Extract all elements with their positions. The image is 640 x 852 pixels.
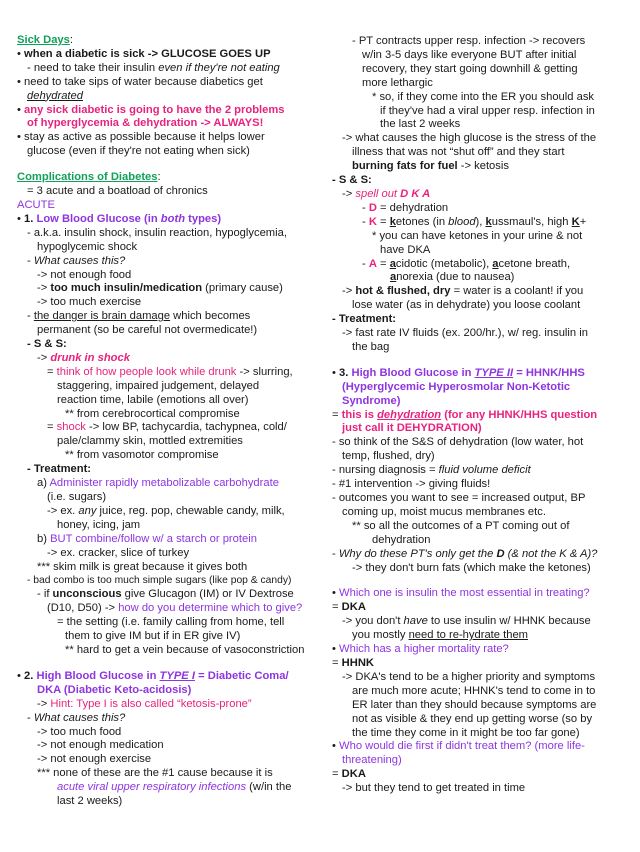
note-text: - S & S: [332, 174, 372, 187]
note-text: -> but they tend to get treated in time [342, 782, 526, 795]
note-line [17, 213, 317, 227]
note-line [17, 781, 317, 795]
note-line [332, 118, 627, 132]
note-line [17, 616, 317, 630]
note-text: - a.k.a. insulin shock, insulin reaction, hypoglycemia, [27, 226, 287, 239]
note-line [17, 712, 317, 726]
note-text: the last 2 weeks [380, 118, 461, 131]
note-line [332, 202, 627, 216]
note-text: = [376, 257, 390, 270]
note-line [17, 296, 317, 310]
note-text: ), [475, 215, 486, 228]
note-text: 2. [24, 669, 37, 682]
note-text: *** none of these are the #1 cause because it is [37, 767, 273, 780]
note-line [17, 90, 317, 104]
note-text: a) [37, 477, 50, 490]
note-line [17, 380, 317, 394]
note-line [332, 520, 627, 534]
right-column [332, 35, 627, 796]
note-text: - outcomes you want to see = increased output, BP [332, 492, 586, 504]
note-text: cetone breath, [498, 257, 571, 270]
note-text: = [332, 408, 342, 421]
note-text: = 3 acute and a boatload of chronics [27, 185, 208, 198]
note-line [17, 602, 317, 616]
note-line [332, 132, 627, 146]
note-line [332, 258, 627, 272]
note-text: - [332, 547, 339, 560]
note-text: too much insulin/medication [50, 282, 203, 295]
note-text: even if they're not eating [158, 61, 280, 74]
note-text: w/in 3-5 days like everyone BUT after initial [362, 48, 577, 61]
note-text: (D10, D50) -> [47, 602, 119, 615]
note-text: think of how people look while drunk [56, 365, 237, 378]
note-text: last 2 weeks) [57, 795, 123, 808]
note-text: • [332, 366, 340, 379]
note-line [332, 381, 627, 395]
note-text: - so think of the S&S of dehydration (low water, hot [332, 436, 584, 449]
note-text: recovery, they start going downhill & getting [362, 62, 578, 75]
note-text: -> slurring, [236, 365, 293, 378]
note-text: burning fats for fuel [352, 160, 458, 173]
note-line [332, 754, 627, 768]
note-line [17, 34, 317, 48]
note-text: juice, reg. pop, chewable candy, milk, [96, 504, 285, 517]
note-line [17, 519, 317, 533]
note-text: • [17, 103, 25, 116]
note-line [17, 547, 317, 561]
note-line [332, 548, 627, 562]
note-text: - [362, 215, 369, 228]
note-line [332, 629, 627, 643]
note-text: • [332, 587, 340, 600]
section-spacer [17, 159, 317, 171]
note-text: TYPE II [474, 366, 514, 379]
note-text: dehydration [377, 408, 442, 421]
note-text: A [368, 257, 377, 270]
note-text: hypoglycemic shock [37, 240, 138, 253]
note-line [332, 740, 627, 754]
note-text: lose water (as in dehydrate) you loose coolant [352, 299, 581, 312]
note-text: k [389, 215, 396, 228]
note-text: hot & flushed, dry [355, 285, 451, 298]
note-text: (for any HHNK/HHS question [441, 408, 598, 421]
note-line [332, 409, 627, 423]
note-line [17, 282, 317, 296]
note-text: • [332, 643, 340, 656]
note-text: -> low BP, tachycardia, tachypnea, cold/ [85, 421, 287, 434]
note-text: Low Blood Glucose (in [36, 212, 161, 225]
note-text: 1. [24, 212, 37, 225]
note-line [332, 601, 627, 615]
note-text: - [362, 257, 369, 270]
note-text: -> not enough medication [37, 739, 164, 752]
note-text: a [390, 271, 397, 284]
note-line [17, 352, 317, 366]
note-text: • need to take sips of water because diabetics get [17, 75, 263, 88]
note-text: dehydration [372, 533, 431, 546]
note-line [17, 338, 317, 352]
note-line [332, 77, 627, 91]
note-text: TYPE I [159, 669, 195, 682]
note-text: pale/clammy skin, mottled extremities [57, 435, 243, 448]
note-text: ** hard to get a vein because of vasoconstriction [65, 643, 305, 656]
note-line [332, 174, 627, 188]
section-spacer [332, 575, 627, 587]
note-line [17, 533, 317, 547]
note-text: • [17, 47, 25, 60]
note-text: D [368, 201, 377, 214]
note-text: HHNK [341, 656, 374, 669]
note-text: which becomes [170, 310, 251, 323]
note-text: glucose (even if they're not eating when sick) [27, 145, 250, 158]
note-text: the time they come in it might be too far gone) [352, 726, 580, 739]
note-text: (& not the K & A)? [504, 547, 598, 560]
note-text: -> [37, 351, 51, 364]
note-line [17, 104, 317, 118]
note-text: staggering, impaired judgement, delayed [57, 379, 260, 392]
note-line [332, 492, 627, 506]
note-line [17, 561, 317, 575]
note-text: them to give IM but if in ER give IV) [65, 630, 241, 643]
note-line [332, 285, 627, 299]
note-line [17, 767, 317, 781]
note-text: Why do these PT's only get the [338, 547, 497, 560]
note-line [332, 244, 627, 258]
note-line [332, 562, 627, 576]
note-text: -> fast rate IV fluids (ex. 200/hr.), w/ reg. insulin in [342, 327, 588, 340]
section-spacer [332, 355, 627, 367]
note-line [332, 436, 627, 450]
note-text: - #1 intervention -> giving fluids! [332, 478, 491, 491]
note-line [332, 160, 627, 174]
note-text: blood [448, 215, 476, 228]
note-line [17, 255, 317, 269]
note-text: -> too much food [37, 725, 122, 738]
note-text: What causes this? [33, 711, 126, 724]
note-line [17, 739, 317, 753]
note-text: (w/in the [246, 781, 292, 794]
note-text: BUT combine/follow w/ a starch or protein [50, 532, 257, 545]
note-text: more lethargic [362, 76, 433, 89]
note-text: are much more acute; HHNK's tend to come in to [352, 684, 596, 697]
note-text: Which one is insulin the most essential in treating? [339, 587, 590, 600]
note-text: honey, icing, jam [57, 518, 141, 531]
note-text: 3. [339, 366, 352, 379]
note-line [17, 199, 317, 213]
note-text: ussmaul's, high [491, 215, 572, 228]
note-text: D [496, 547, 505, 560]
note-text: • stay as active as possible because it helps lower [17, 131, 265, 144]
note-text: - need to take their insulin [27, 61, 159, 74]
note-line [332, 727, 627, 741]
note-line [17, 630, 317, 644]
note-text: k [485, 215, 492, 228]
note-text: Complications of Diabetes [17, 171, 158, 184]
note-line [332, 35, 627, 49]
note-text: = [332, 601, 342, 614]
note-line [332, 615, 627, 629]
note-line [332, 685, 627, 699]
note-text: - nursing diagnosis = [332, 464, 439, 477]
note-line [17, 505, 317, 519]
note-line [17, 684, 317, 698]
note-text: = dehydration [376, 201, 449, 214]
note-text: = HHNK/HHS [513, 366, 585, 379]
note-line [332, 464, 627, 478]
note-text: -> DKA's tend to be a higher priority and symptoms [342, 670, 596, 683]
note-text: Administer rapidly metabolizable carbohydrate [49, 477, 279, 490]
note-text: - [27, 310, 34, 323]
note-text: fluid volume deficit [438, 464, 531, 477]
note-text: = Diabetic Coma/ [194, 669, 289, 682]
note-line [332, 782, 627, 796]
note-line [17, 171, 317, 185]
note-line [332, 271, 627, 285]
note-text: coming up, moist mucus membranes etc. [342, 505, 546, 518]
note-text: if they've had a viral upper resp. infection in [380, 104, 595, 117]
note-line [332, 450, 627, 464]
note-text: (primary cause) [202, 282, 283, 295]
note-line [17, 185, 317, 199]
note-line [332, 422, 627, 436]
note-text: • [332, 740, 340, 753]
note-text: : [69, 34, 73, 46]
note-text: - [27, 711, 34, 724]
note-line [17, 76, 317, 90]
note-text: permanent (so be careful not overmedicate!) [37, 324, 258, 337]
note-line [332, 341, 627, 355]
note-line [17, 463, 317, 477]
note-text: -> ex. [47, 504, 79, 517]
note-line [332, 671, 627, 685]
note-line [332, 299, 627, 313]
note-line [332, 105, 627, 119]
note-text: the danger is brain damage [33, 310, 171, 323]
note-line [332, 657, 627, 671]
note-text: -> ex. cracker, slice of turkey [47, 546, 190, 559]
note-text: this is [341, 408, 378, 421]
note-text: DKA [341, 601, 366, 614]
note-text: K [571, 215, 580, 228]
note-text: High Blood Glucose in [351, 366, 475, 379]
note-text: What causes this? [33, 254, 126, 267]
note-line [17, 726, 317, 740]
note-line [17, 698, 317, 712]
note-text: acute viral upper respiratory infections [57, 781, 247, 794]
note-line [332, 478, 627, 492]
note-text: threatening) [342, 754, 402, 767]
note-text: -> ketosis [457, 160, 509, 173]
note-text: -> they don't burn fats (which make the ketones) [352, 561, 591, 574]
note-text: ER later than they should because symptoms are [352, 698, 597, 711]
note-text: b) [37, 532, 51, 545]
note-line [17, 48, 317, 62]
note-text: a [492, 257, 499, 270]
note-line [332, 49, 627, 63]
note-line [17, 394, 317, 408]
note-line [332, 230, 627, 244]
note-text: - [27, 254, 34, 267]
note-text: types) [185, 212, 222, 225]
section-spacer [17, 658, 317, 670]
note-line [17, 795, 317, 809]
note-line [332, 63, 627, 77]
note-line [332, 146, 627, 160]
note-text: Who would die first if didn't treat them? (more life- [339, 740, 585, 753]
note-line [332, 699, 627, 713]
note-line [332, 313, 627, 327]
note-line [332, 216, 627, 230]
note-line [332, 367, 627, 381]
note-text: - S & S: [27, 338, 67, 351]
note-text: a [389, 257, 396, 270]
note-text: = [332, 768, 342, 781]
left-column [17, 34, 317, 809]
note-line [17, 449, 317, 463]
note-text: -> what causes the high glucose is the stress of the [342, 132, 597, 145]
note-line [17, 753, 317, 767]
note-line [17, 408, 317, 422]
note-text: drunk in shock [50, 351, 130, 364]
note-text: the bag [352, 340, 390, 353]
note-text: = water is a coolant! if you [450, 285, 584, 298]
note-line [17, 324, 317, 338]
note-line [332, 587, 627, 601]
note-text: = [332, 656, 342, 669]
note-text: dehydrated [27, 89, 83, 102]
note-text: - if [37, 588, 53, 601]
note-text: any [78, 504, 97, 517]
note-line [17, 491, 317, 505]
note-text: need to re-hydrate them [408, 629, 528, 642]
note-text: have DKA [380, 243, 431, 256]
note-text: cidotic (metabolic), [395, 257, 493, 270]
note-text: + [579, 215, 587, 228]
note-text: -> not enough exercise [37, 753, 152, 766]
note-text: - PT contracts upper resp. infection -> recovers [352, 35, 586, 47]
note-text: -> [37, 697, 51, 710]
note-text: not as visible & they end up getting worse (so by [352, 712, 593, 725]
note-line [332, 188, 627, 202]
note-text: - Treatment: [27, 463, 92, 476]
note-line [17, 435, 317, 449]
note-text: DKA [341, 768, 366, 781]
note-text: High Blood Glucose in [36, 669, 160, 682]
note-line [332, 713, 627, 727]
note-text: -> [342, 285, 356, 298]
note-text: etones (in [395, 215, 449, 228]
note-text: temp, flushed, dry) [342, 450, 435, 463]
note-line [332, 534, 627, 548]
note-text: unconscious [52, 588, 122, 601]
note-text: D K A [400, 187, 431, 200]
note-line [17, 62, 317, 76]
note-text: • [17, 669, 25, 682]
note-line [17, 269, 317, 283]
note-text: - Treatment: [332, 313, 397, 326]
note-text: have [403, 615, 428, 628]
note-text: - [362, 201, 369, 214]
note-line [17, 477, 317, 491]
note-text: spell out [355, 187, 401, 200]
note-text: you mostly [352, 629, 409, 642]
note-text: -> not enough food [37, 268, 132, 281]
note-text: - bad combo is too much simple sugars (like pop & candy) [27, 575, 292, 587]
note-text: illness that was not “shut off” and they start [352, 146, 565, 159]
note-text: -> you don't [342, 615, 404, 628]
note-text: reaction time, labile (emotions all over) [57, 393, 249, 406]
note-line [17, 644, 317, 658]
note-text: Sick Days [17, 34, 70, 46]
note-line [332, 768, 627, 782]
note-text: : [157, 171, 161, 184]
note-text: any sick diabetic is going to have the 2 problems [24, 103, 285, 116]
note-text: = [47, 365, 57, 378]
note-line [332, 327, 627, 341]
note-line [332, 91, 627, 105]
note-text: ** so all the outcomes of a PT coming out of [352, 519, 570, 532]
note-text: DKA (Diabetic Keto-acidosis) [37, 683, 192, 696]
note-text: • [17, 212, 25, 225]
note-line [17, 227, 317, 241]
note-text: Syndrome) [342, 394, 401, 407]
note-line [17, 421, 317, 435]
note-line [17, 574, 317, 588]
note-text: ** from vasomotor compromise [65, 449, 219, 462]
note-text: of hyperglycemia & dehydration -> ALWAYS! [27, 117, 264, 130]
note-line [17, 131, 317, 145]
note-text: both [160, 212, 186, 225]
note-text: *** skim milk is great because it gives both [37, 560, 248, 573]
note-line [17, 588, 317, 602]
note-text: Which has a higher mortality rate? [339, 643, 509, 656]
note-text: ACUTE [17, 198, 55, 211]
note-text: = the setting (i.e. family calling from home, tell [57, 616, 285, 629]
note-text: (i.e. sugars) [47, 491, 107, 503]
note-line [17, 241, 317, 255]
note-line [332, 643, 627, 657]
note-text: (Hyperglycemic Hyperosmolar Non-Ketotic [342, 380, 571, 393]
note-text: K [368, 215, 377, 228]
note-text: * so, if they come into the ER you should ask [372, 90, 595, 103]
note-text: = [47, 421, 57, 434]
note-line [17, 145, 317, 159]
note-text: ** from cerebrocortical compromise [65, 407, 240, 420]
note-line [332, 395, 627, 409]
note-text: how do you determine which to give? [118, 602, 303, 615]
note-text: -> [37, 282, 51, 295]
note-text: -> [342, 187, 356, 200]
note-text: = [376, 215, 390, 228]
note-text: norexia (due to nausea) [396, 271, 515, 284]
note-text: give Glucagon (IM) or IV Dextrose [121, 588, 294, 601]
note-text: * you can have ketones in your urine & not [372, 229, 583, 242]
note-text: -> too much exercise [37, 296, 142, 309]
note-line [17, 310, 317, 324]
note-text: to use insulin w/ HHNK because [427, 615, 591, 628]
note-line [17, 670, 317, 684]
note-text: just call it DEHYDRATION) [342, 422, 482, 435]
note-text: Hint: Type I is also called “ketosis-prone” [50, 697, 252, 710]
note-line [332, 506, 627, 520]
note-line [17, 117, 317, 131]
note-text: when a diabetic is sick -> GLUCOSE GOES UP [24, 47, 271, 60]
note-line [17, 366, 317, 380]
note-text: shock [56, 421, 86, 434]
